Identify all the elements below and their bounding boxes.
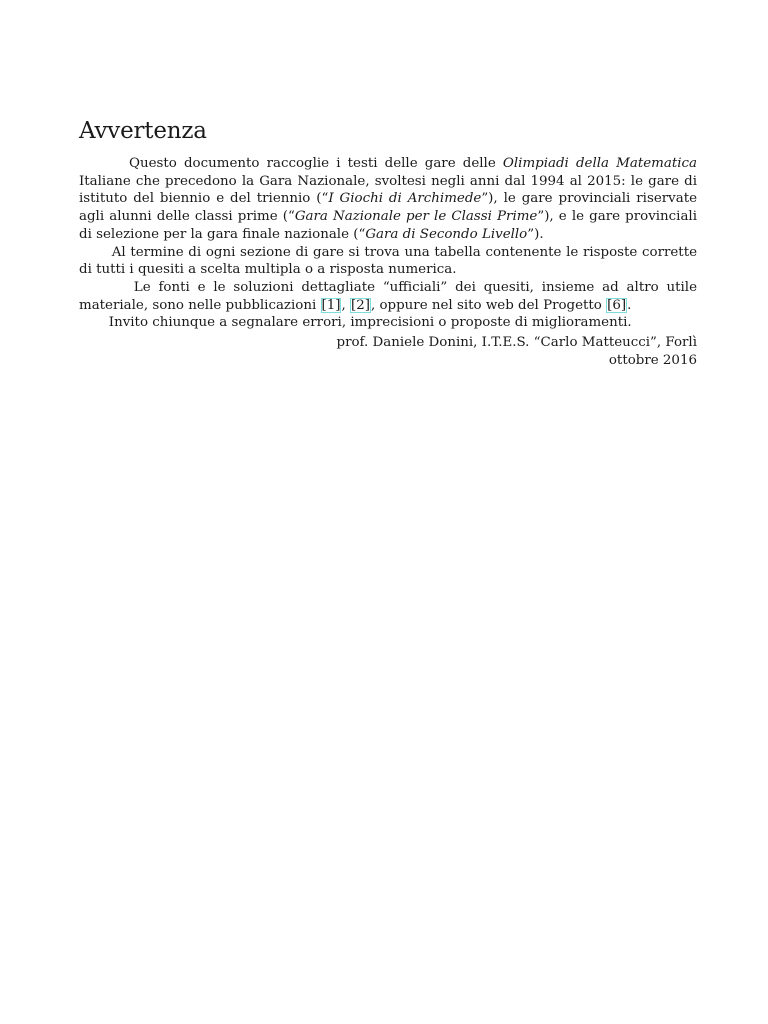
intro-emph-giochi: I Giochi di Archimede [328,191,482,207]
section-heading: Avvertenza [79,118,207,144]
intro-text-post: ”). [527,226,544,242]
sources-text-post: . [627,297,632,313]
signature-block [79,334,697,369]
intro-text-pre: Questo documento raccoglie i testi delle gare delle [129,156,503,171]
paragraph-tables [79,244,697,279]
tables-text: Al termine di ogni sezione di gare si trova una tabella contenente le risposte corrette di tutti i quesiti a scelta multipla o a risposta numerica. [79,244,697,278]
intro-text-mid2: ”), le gare provinciali riservate agli alunni delle classi prime (“ [79,191,698,225]
intro-emph-olimpiadi: Olimpiadi della Matematica [502,156,697,171]
citation-link-2[interactable]: [2] [350,297,370,313]
intro-emph-secondo-livello: Gara di Secondo Livello [365,226,528,242]
invitation-text: Invito chiunque a segnalare errori, imprecisioni o proposte di miglioramenti. [108,315,632,331]
citation-link-1[interactable]: [1] [321,297,341,313]
intro-text-mid1: Italiane che precedono la Gara Nazionale, svoltesi negli anni dal 1994 al 2015: le gare di istituto del biennio e del triennio (“ [79,173,697,207]
document-page [79,116,697,369]
intro-text-mid3: ”), e le gare provinciali di selezione per la gara finale nazionale (“ [79,209,697,242]
sources-text-sep: , [341,297,350,313]
signature-author: prof. Daniele Donini, I.T.E.S. “Carlo Matteucci”, Forlì [336,335,697,351]
signature-date: ottobre 2016 [608,352,697,368]
sources-text-mid: , oppure nel sito web del Progetto [370,297,607,313]
paragraph-invitation [79,314,697,332]
intro-emph-classi-prime: Gara Nazionale per le Classi Prime [294,209,538,225]
sources-text-pre: Le fonti e le soluzioni dettagliate “ufficiali” dei quesiti, insieme ad altro utile materiale, sono nelle pubblicazioni [79,279,697,313]
citation-link-6[interactable]: [6] [607,297,627,313]
paragraph-intro [79,155,697,244]
paragraph-sources [79,279,697,314]
